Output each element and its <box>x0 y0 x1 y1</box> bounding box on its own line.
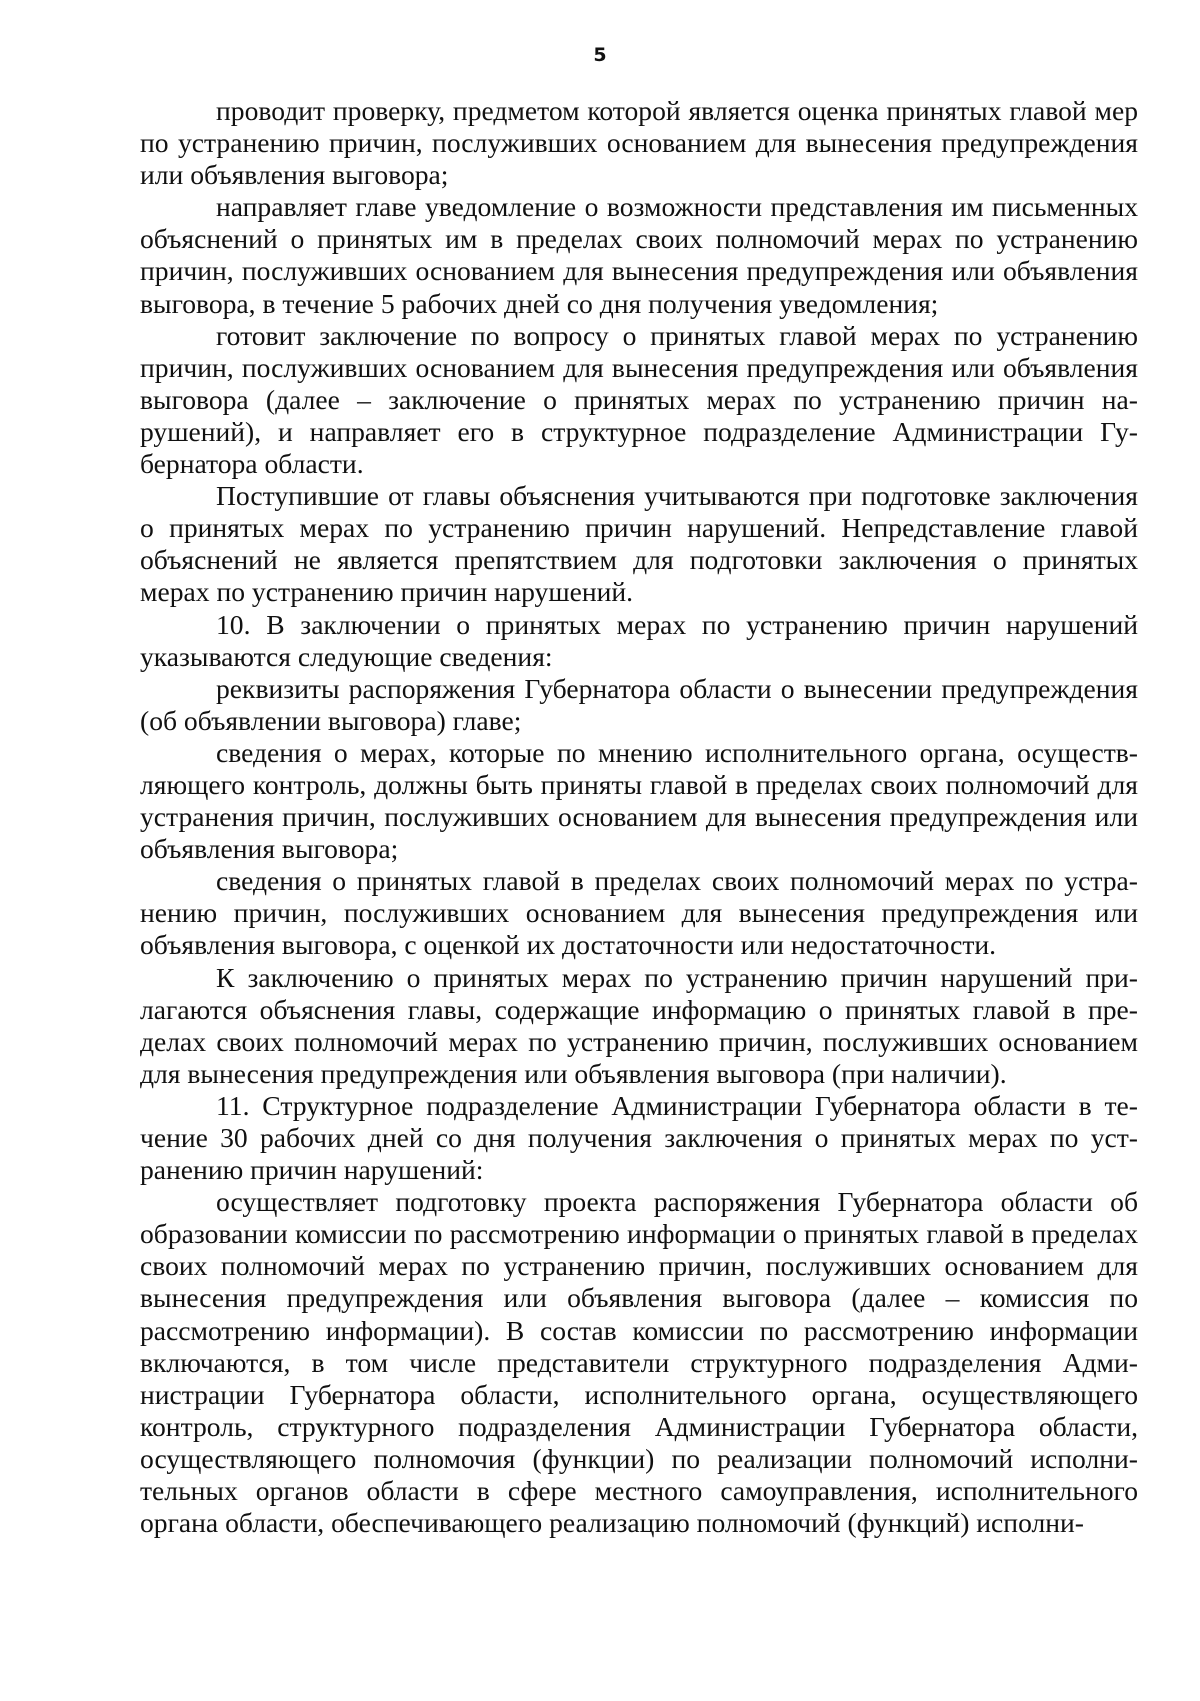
paragraph-11: осуществляет подготовку проекта распоряжения Губернатора области об образовании комиссии по рассмотрению информации о принятых главой в пределах своих полномочий мерах по устранению причин, послуживших основанием для вынесения предупреждения или объявления выговора (далее – комиссия по рассмотрению информации). В состав комиссии по рассмотрению информации включаются, в том числе представители структурного подразделения Администрации Губернатора области, исполнительного органа, осуществляющего контроль, структурного подразделения Администрации Губернатора области, осуществляющего полномочия (функции) по реализации полномочий исполнительных органов области в сфере местного самоуправления, исполнительного органа области, обеспечивающего реализацию полномочий (функций) исполни- <box>140 1186 1138 1539</box>
paragraph-2: направляет главе уведомление о возможности представления им письменных объяснений о принятых им в пределах своих полномочий мерах по устранению причин, послуживших основанием для вынесения предупреждения или объявления выговора, в течение 5 рабочих дней со дня получения уведомления; <box>140 191 1138 319</box>
paragraph-3: готовит заключение по вопросу о принятых главой мерах по устранению причин, послуживших основанием для вынесения предупреждения или объявления выговора (далее – заключение о принятых мерах по устранению причин нарушений), и направляет его в структурное подразделение Администрации Губернатора области. <box>140 319 1138 480</box>
paragraph-1: проводит проверку, предметом которой является оценка принятых главой мер по устранению причин, послуживших основанием для вынесения предупреждения или объявления выговора; <box>140 95 1138 191</box>
paragraph-9: К заключению о принятых мерах по устранению причин нарушений прилагаются объяснения главы, содержащие информацию о принятых главой в пределах своих полномочий мерах по устранению причин, послуживших основанием для вынесения предупреждения или объявления выговора (при наличии). <box>140 961 1138 1089</box>
paragraph-8: сведения о принятых главой в пределах своих полномочий мерах по устранению причин, послуживших основанием для вынесения предупреждения или объявления выговора, с оценкой их достаточности или недостаточности. <box>140 865 1138 961</box>
paragraph-10: 11. Структурное подразделение Администрации Губернатора области в течение 30 рабочих дней со дня получения заключения о принятых мерах по устранению причин нарушений: <box>140 1089 1138 1186</box>
paragraph-7: сведения о мерах, которые по мнению исполнительного органа, осуществляющего контроль, должны быть приняты главой в пределах своих полномочий для устранения причин, послуживших основанием для вынесения предупреждения или объявления выговора; <box>140 736 1138 865</box>
paragraph-6: реквизиты распоряжения Губернатора области о вынесении предупреждения (об объявлении выговора) главе; <box>140 672 1138 736</box>
paragraph-5: 10. В заключении о принятых мерах по устранению причин нарушений указываются следующие сведения: <box>140 608 1138 672</box>
paragraph-4: Поступившие от главы объяснения учитываются при подготовке заключения о принятых мерах по устранению причин нарушений. Непредставление главой объяснений не является препятствием для подготовки заключения о принятых мерах по устранению причин нарушений. <box>140 480 1138 608</box>
page-number: 5 <box>593 44 607 66</box>
document-body <box>140 95 1138 1539</box>
